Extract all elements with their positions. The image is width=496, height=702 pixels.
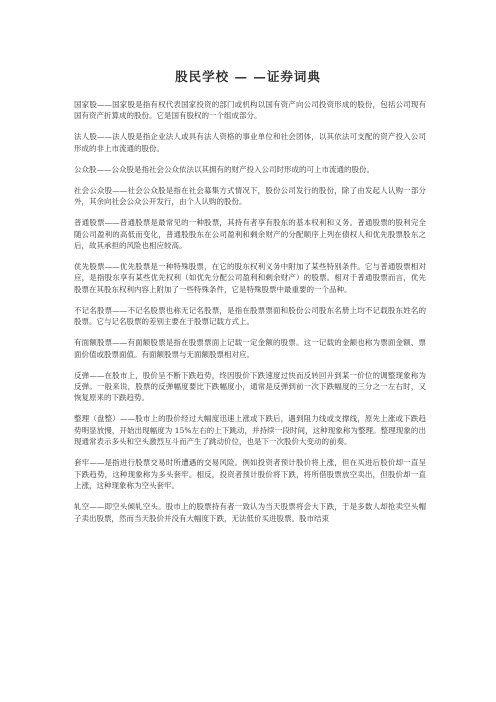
glossary-entry-preferred-stock: 优先股票——优先股票是一种特殊股票，在它的股东权利义务中附加了某些特别条件。它与普通股票相对应，是指股东享有某些优先权利（如优先分配公司盈利和剩余财产）的股票。相对于普通股票而言，优先股票在其股东权利内容上附加了一些特殊条件，它是特殊股票中最重要的一个品种。: [74, 262, 426, 294]
glossary-entry-public-shares: 公众股——公众股是指社会公众依法以其拥有的财产投入公司时形成的可上市流通的股份。: [74, 164, 374, 174]
glossary-entry-common-stock: 普通股票——普通股票是最常见的一种股票，其持有者享有股东的基本权利和义务。普通股票的股利完全随公司盈利的高低而变化，普通股股东在公司盈利和剩余财产的分配顺序上列在债权人和优先股票股东之后，故其承担的风险也相应较高。: [74, 218, 426, 251]
glossary-entry-legal-person-shares: 法人股——法人股是指企业法人或具有法人资格的事业单位和社会团体，以其依法可支配的资产投入公司形成的非上市流通的股份。: [74, 132, 426, 153]
glossary-entry-short-squeeze: 轧空——即空头倾轧空头。股市上的股票持有者一致认为当天股票将会大下跌，于是多数人却抢卖空头帽子卖出股票，然而当天股价并没有大幅度下跌，无法低价买进股票。股市结束: [74, 502, 426, 523]
glossary-entry-social-public-shares: 社会公众股——社会公众股是指在社会募集方式情况下，股份公司发行的股份，除了由发起人认购一部分外，其余向社会公众公开发行，由个人认购的股份。: [74, 185, 426, 207]
glossary-entry-bearer-stock: 不记名股票——不记名股票也称无记名股票，是指在股票票面和股份公司股东名册上均不记载股东姓名的股票。它与记名股票的差别主要在于股票记载方式上。: [74, 305, 426, 327]
glossary-entries: [74, 99, 426, 534]
page-title: 股民学校 — —证券词典: [175, 69, 321, 84]
glossary-entry-trapped: 套牢——是指进行股票交易时所遭遇的交易风险。例如投资者预计股价将上涨，但在买进后股价却一直呈下跌趋势，这种现象称为多头套牢。相反，投资者预计股价将下跌，将所借股票放空卖出，但股价却一直上涨，这种现象称为空头套牢。: [74, 458, 426, 491]
glossary-entry-rebound: 反弹——在股市上，股价呈不断下跌趋势，终因股价下跌速度过快而反转回升到某一价位的调整现象称为反弹。一般来说，股票的反弹幅度要比下跌幅度小，通常是反弹到前一次下跌幅度的三分之一左右时，又恢复原来的下跌趋势。: [74, 370, 426, 403]
glossary-entry-par-value-stock: 有面额股票——有面额股票是指在股票票面上记载一定金额的股票。这一记载的金额也称为票面金额、票面价值或股票面值。有面额股票与无面额股票相对应。: [74, 338, 426, 359]
glossary-entry-state-shares: 国家股——国家股是指有权代表国家投资的部门或机构以国有资产向公司投资形成的股份，包括公司现有国有资产折算成的股份。它是国有股权的一个组成部分。: [74, 100, 426, 121]
glossary-entry-consolidation: 整理（盘整）——股市上的股价经过大幅度迅速上涨或下跌后，遇到阻力线或支撑线，原先上涨或下跌趋势明显放慢，开始出现幅度为 15%左右的上下跳动，并持续一段时间，这种现象称为整理。整理现象的出现通常表示多头和空头激烈互斗而产生了跳动价位，也是下一次股价大变动的前奏。: [74, 414, 426, 447]
